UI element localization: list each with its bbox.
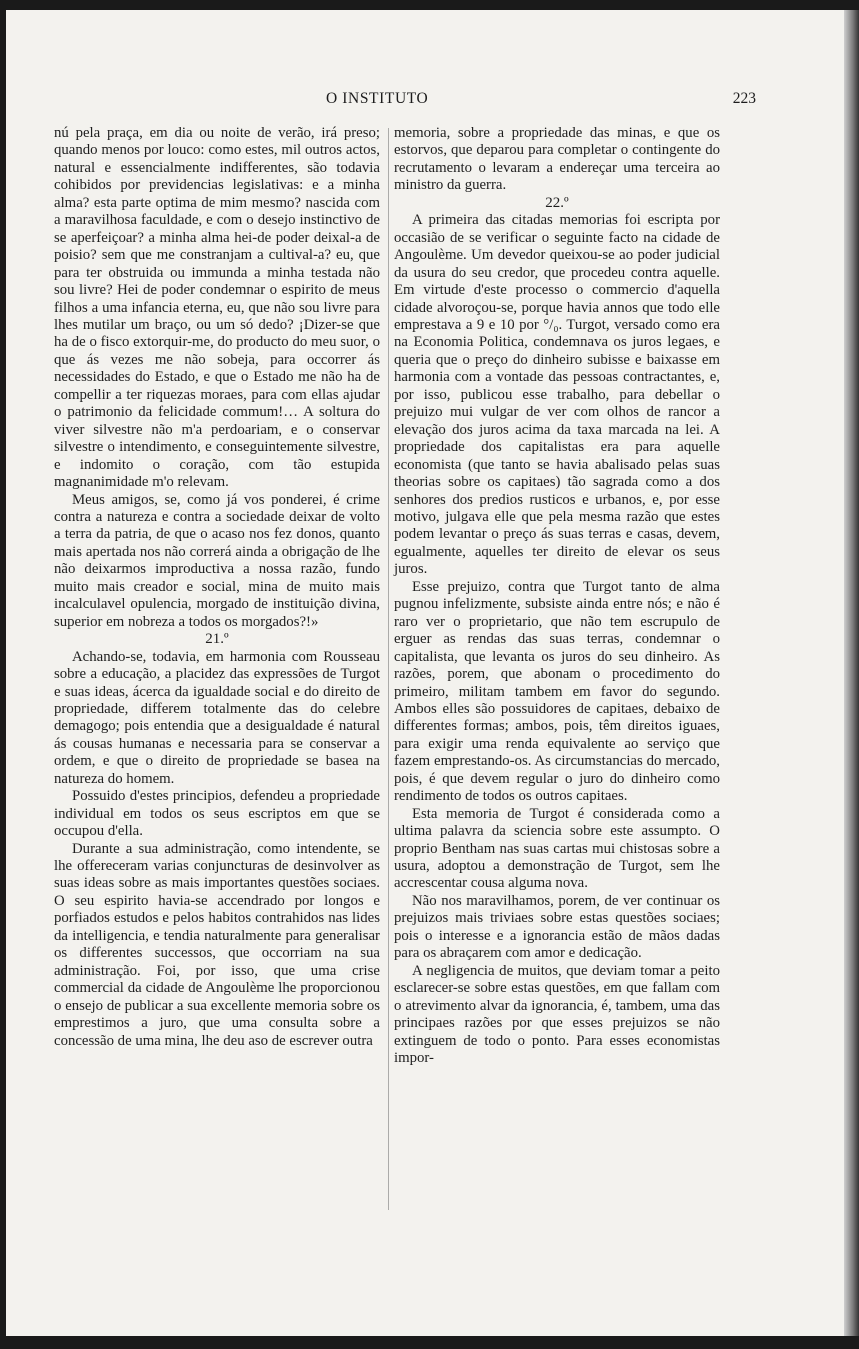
section-heading-21: 21.º: [205, 631, 229, 648]
paragraph: Esse prejuizo, contra que Turgot tanto de alma pugnou infelizmente, subsiste ainda entre nós; e não é raro ver o proprietario, que não tem escrupulo de erguer as rendas das suas terras, condemnar o capitalista, que levanta os juros do seu dinheiro. As razões, porem, que abonam o procedimento do primeiro, militam tambem em favor do segundo. Ambos elles são possuidores de capitaes, debaixo de differentes formas; ambos, pois, têm direitos iguaes, para exigir uma renda equivalente ao serviço que fazem emprestando-os. As circumstancias do mercado, pois, é que devem regular o juro do dinheiro como rendimento de todos os outros capitaes.: [394, 578, 720, 805]
right-column: [394, 125, 720, 1067]
paragraph: Durante a sua administração, como intendente, se lhe offereceram varias conjuncturas de desinvolver as suas ideas sobre as mais importantes questões sociaes. O seu espirito havia-se accendrado por longos e porfiados estudos e pelos habitos contrahidos nas lides da intelligencia, e tendia naturalmente para generalisar os differentes successos, que occorriam na sua administração. Foi, por isso, que uma crise commercial da cidade de Angoulème lhe proporcionou o ensejo de publicar a sua excellente memoria sobre os emprestimos a juro, que uma consulta sobre a concessão de uma mina, lhe deu aso de escrever outra: [54, 840, 380, 1049]
section-heading-22: 22.º: [545, 194, 569, 211]
paragraph: Possuido d'estes principios, defendeu a propriedade individual em todos os seus escriptos em que se occupou d'ella.: [54, 788, 380, 840]
page-number: 223: [732, 90, 756, 107]
paragraph: Achando-se, todavia, em harmonia com Rousseau sobre a educação, a placidez das expressões de Turgot e suas ideas, ácerca da igualdade social e do direito de propriedade, differem totalmente das do celebre demagogo; pois entendia que a desigualdade é natural ás cousas humanas e necessaria para se conservar a ordem, e que o direito de propriedade se basea na natureza do homem.: [54, 648, 380, 787]
paragraph: Esta memoria de Turgot é considerada como a ultima palavra da sciencia sobre este assumpto. O proprio Bentham nas suas cartas mui chistosas sobre a usura, adoptou a demonstração de Turgot, sem lhe accrescentar cousa alguma nova.: [394, 805, 720, 892]
paragraph: Não nos maravilhamos, porem, de ver continuar os prejuizos mais triviaes sobre estas questões sociaes; pois o interesse e a ignorancia estão de mãos dadas para os abraçarem com amor e dedicação.: [394, 892, 720, 962]
page-header: [326, 82, 756, 112]
book-page: [6, 10, 844, 1336]
paragraph: A negligencia de muitos, que deviam tomar a peito esclarecer-se sobre estas questões, em que fallam com o atrevimento alvar da ignorancia, é, tambem, uma das principaes razões por que esses prejuizos se não extinguem de todo o ponto. Para esses economistas impor-: [394, 962, 720, 1067]
page-edge-shadow: [844, 10, 859, 1336]
paragraph: Meus amigos, se, como já vos ponderei, é crime contra a natureza e contra a sociedade deixar de volto a terra da patria, de que o acaso nos fez donos, quanto mais apertada nos não correrá ainda a obrigação de lhe não deixarmos improductiva a nossa razão, fundo muito mais creador e social, mina de muito mais incalculavel opulencia, morgado de instituição divina, superior em nobreza a todos os morgados?!»: [54, 491, 380, 630]
running-title: O INSTITUTO: [326, 90, 429, 107]
left-column: [54, 125, 380, 1050]
paragraph: memoria, sobre a propriedade das minas, e que os estorvos, que deparou para completar o contingente do recrutamento o levaram a endereçar uma terceira ao ministro da guerra.: [394, 125, 720, 194]
column-divider: [388, 128, 389, 1210]
paragraph: nú pela praça, em dia ou noite de verão, irá preso; quando menos por louco: como estes, mil outros actos, natural e essencialmente indifferentes, são todavia cohibidos por previdencias legislativas: e a minha alma? esta parte optima de mim mesmo? nascida com a maravilhosa faculdade, e com o desejo instinctivo de se aperfeiçoar? a minha alma hei-de poder deixal-a de poisio? sem que me constranjam a cultival-a? eu, que para ter obstruida ou immunda a minha testada não sou livre? Hei de poder condemnar o espirito de meus filhos a uma infancia eterna, eu, que não sou livre para lhes mutilar um braço, ou um só dedo? ¡Dizer-se que ha de o fisco extorquir-me, do producto do meu suor, o que ás vezes me não sobeja, para occorrer ás necessidades do Estado, e que o Estado me não ha de compellir a ter riquezas moraes, para com ellas ajudar o patrimonio da felicidade commum!… A soltura do viver silvestre não m'a perdoariam, e o conservar silvestre o intendimento, e conseguintemente silvestre, e indomito o coração, com tão estupida magnanimidade m'o relevam.: [54, 125, 380, 491]
paragraph: A primeira das citadas memorias foi escripta por occasião de se verificar o seguinte facto na cidade de Angoulème. Um devedor queixou-se ao poder judicial da usura do seu credor, que procedeu contra aquelle. Em virtude d'este processo o commercio d'aquella cidade alvoroçou-se, porque havia annos que todo elle emprestava a 9 e 10 por °/₀. Turgot, versado como era na Economia Politica, condemnava os juros legaes, e queria que o preço do dinheiro subisse e baixasse em harmonia com a vontade das pessoas contractantes, e, por isso, publicou esse trabalho, para debellar o prejuizo mui vulgar de ver com olhos de rancor a elevação dos juros acima da taxa marcada na lei. A propriedade dos capitalistas era para aquelle economista (que tanto se havia abalisado pelas suas theorias sobre os capitaes) tão sagrada como a dos senhores dos predios rusticos e urbanos, e, por esse motivo, julgava elle que pela mesma razão que estes podem levantar o preço ás suas terras e casas, devem, egualmente, aquelles ter direito de elevar os seus juros.: [394, 212, 720, 578]
